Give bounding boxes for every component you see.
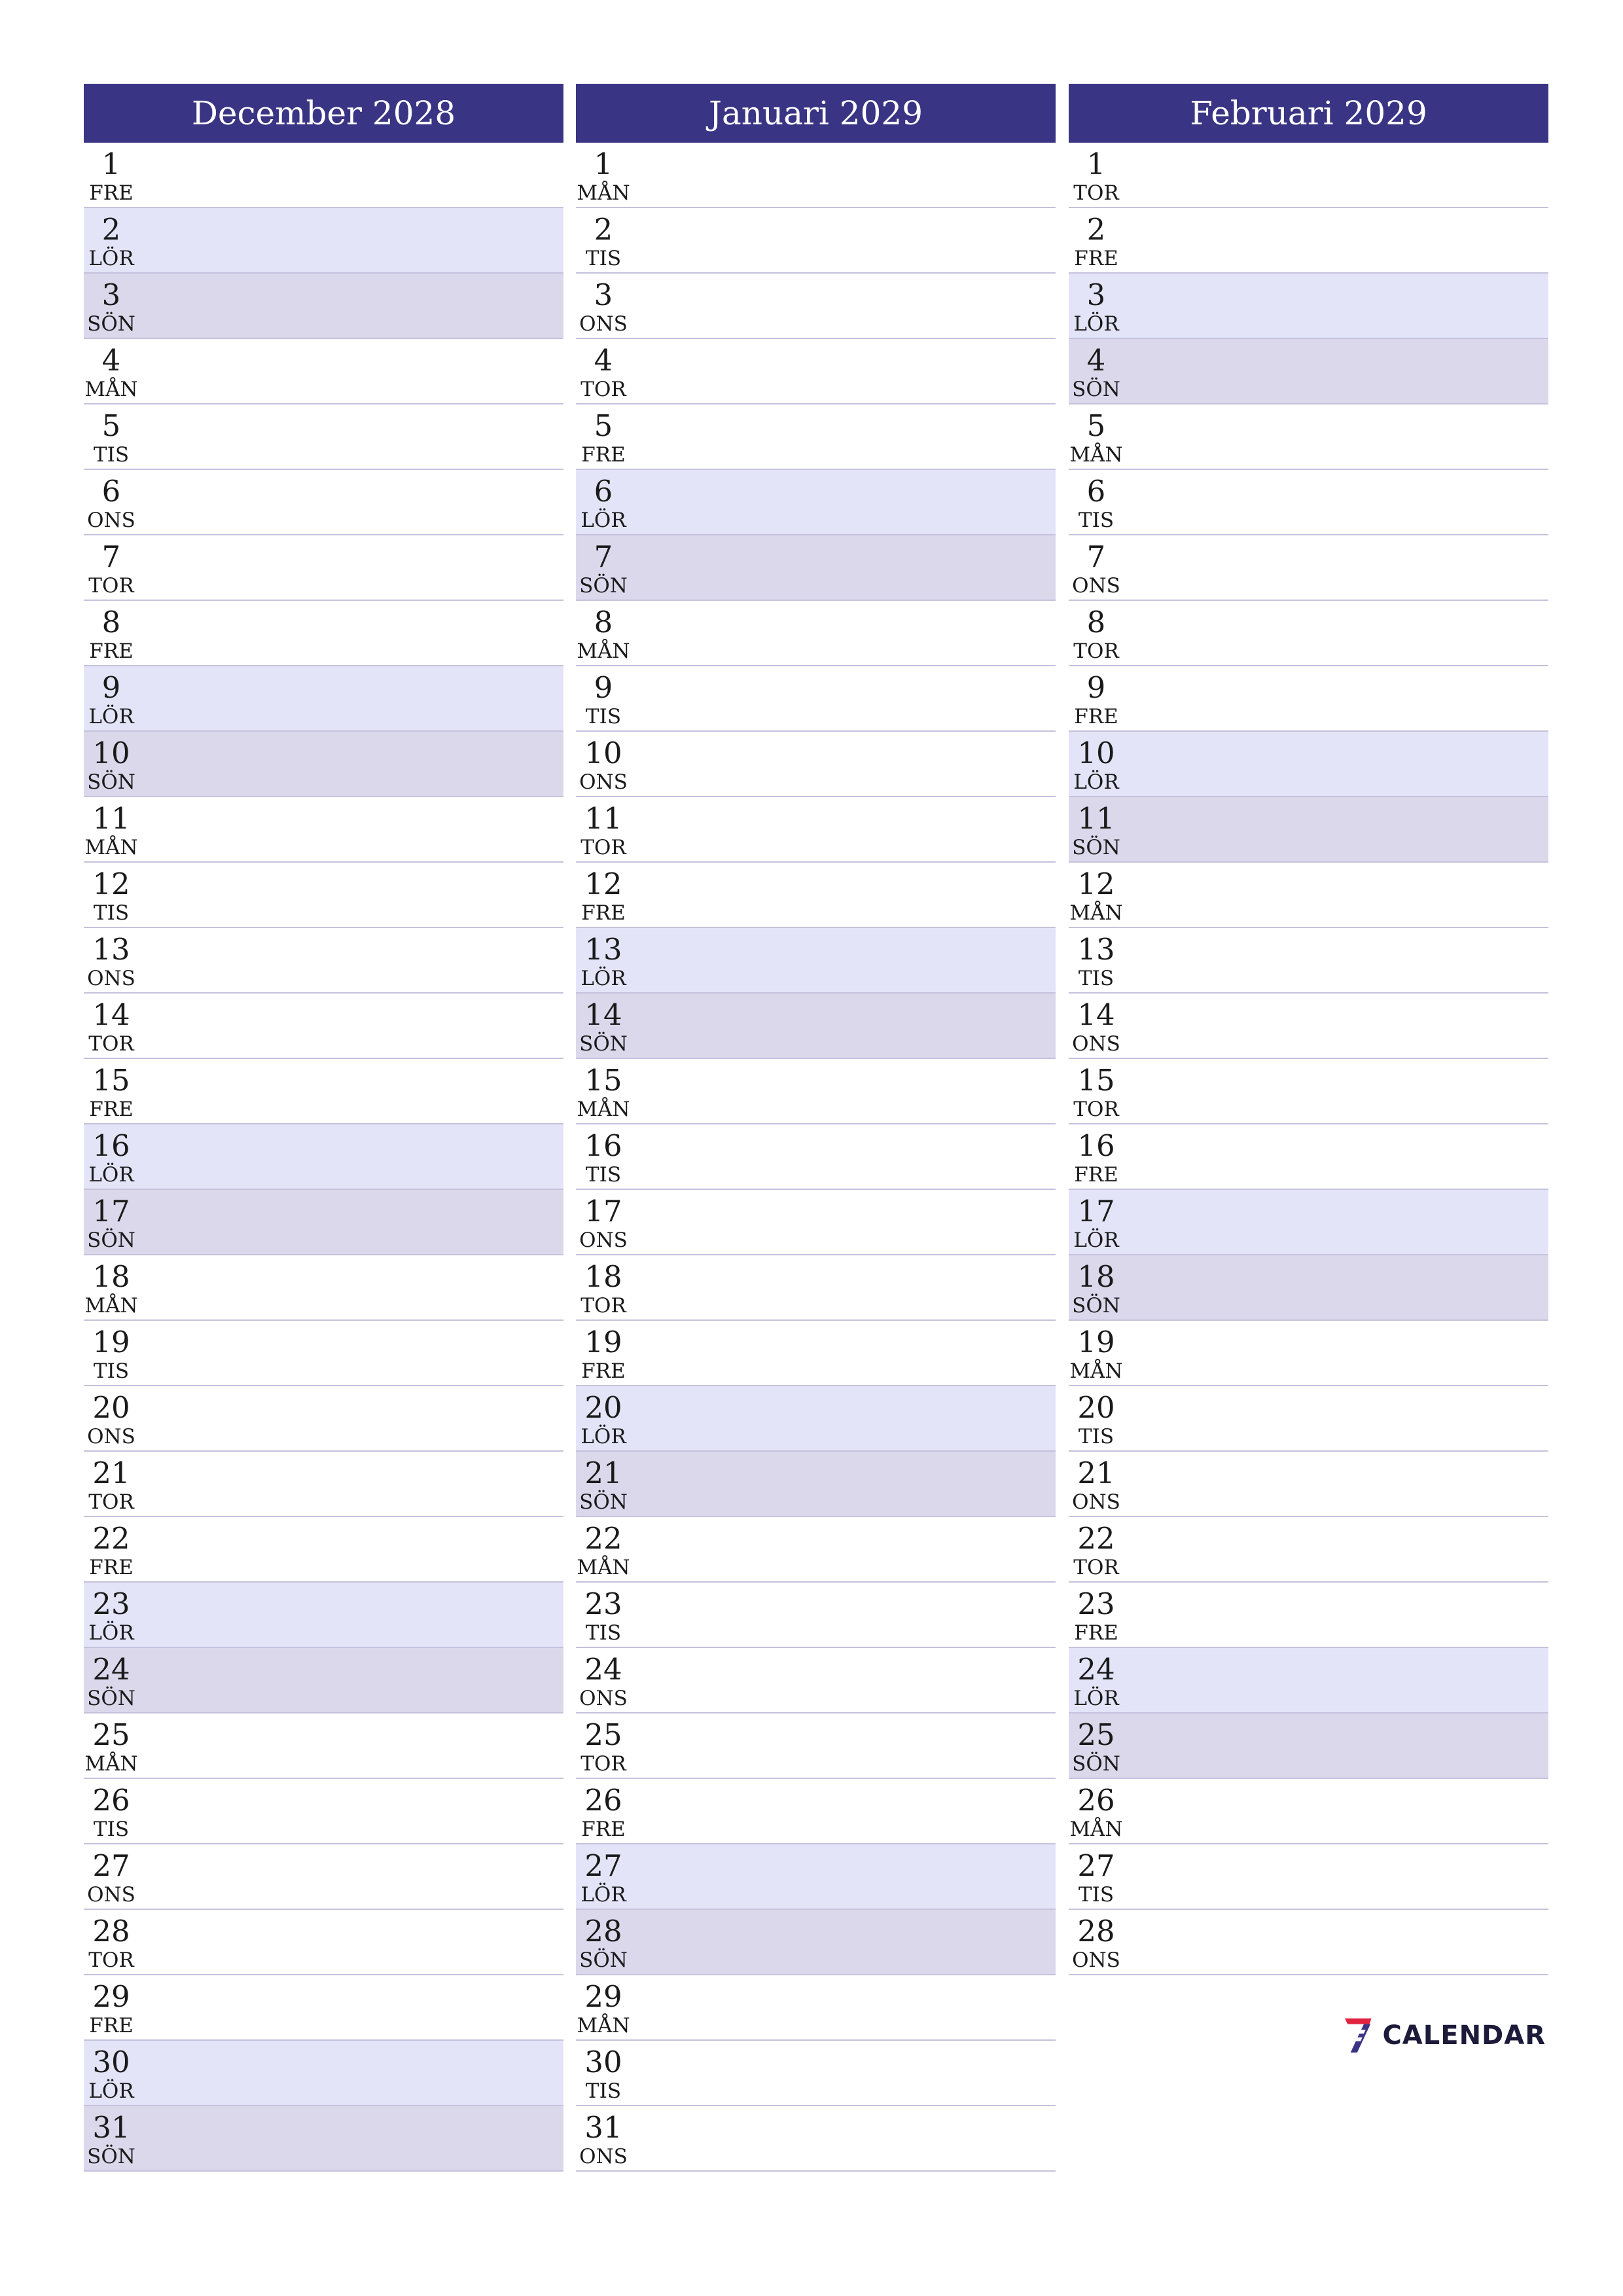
day-row	[1069, 732, 1548, 797]
day-row	[1069, 928, 1548, 994]
day-number: 7	[594, 539, 613, 574]
day-number: 29	[92, 1979, 130, 2014]
weekday-label: TIS	[1078, 1883, 1115, 1907]
day-row	[1069, 1713, 1548, 1779]
day-number: 6	[101, 474, 121, 509]
weekday-label: MÅN	[84, 836, 138, 859]
weekday-label: FRE	[89, 1556, 134, 1579]
day-number: 23	[584, 1587, 622, 1621]
weekday-label: ONS	[1072, 1032, 1120, 1056]
weekday-label: TIS	[93, 1359, 130, 1383]
day-number: 15	[584, 1063, 622, 1098]
weekday-label: LÖR	[580, 1883, 626, 1907]
day-number: 24	[1077, 1652, 1115, 1687]
month-column-december-2028	[84, 84, 563, 2172]
weekday-label: SÖN	[87, 770, 135, 794]
day-number: 23	[92, 1587, 130, 1621]
day-number: 13	[92, 932, 130, 967]
day-row	[84, 1517, 563, 1583]
weekday-label: FRE	[1074, 1163, 1118, 1187]
day-row	[576, 208, 1056, 274]
weekday-label: ONS	[87, 1425, 135, 1448]
weekday-label: SÖN	[1072, 1752, 1120, 1776]
weekday-label: TIS	[93, 443, 130, 467]
day-row	[84, 1648, 563, 1713]
weekday-label: LÖR	[88, 705, 134, 728]
day-row	[84, 863, 563, 928]
day-row	[576, 1059, 1056, 1124]
day-row	[1069, 601, 1548, 666]
day-row	[1069, 1648, 1548, 1713]
day-row	[576, 1975, 1056, 2041]
day-row	[576, 1844, 1056, 1910]
weekday-label: LÖR	[88, 2079, 134, 2103]
day-row	[84, 1583, 563, 1648]
day-row	[576, 470, 1056, 535]
weekday-label: LÖR	[1073, 312, 1119, 336]
day-number: 15	[1077, 1063, 1115, 1098]
weekday-label: TOR	[1073, 1556, 1119, 1579]
weekday-label: MÅN	[1069, 1359, 1123, 1383]
day-number: 20	[92, 1390, 130, 1425]
day-number: 17	[584, 1194, 622, 1229]
weekday-label: TIS	[1078, 1425, 1115, 1448]
weekday-label: SÖN	[579, 1948, 628, 1972]
weekday-label: TIS	[585, 705, 622, 728]
day-number: 21	[584, 1456, 622, 1490]
seven-logo-icon	[1343, 2009, 1373, 2062]
day-number: 1	[101, 147, 121, 181]
day-row	[84, 208, 563, 274]
day-row	[576, 1190, 1056, 1255]
weekday-label: TIS	[585, 1163, 622, 1187]
day-row	[84, 1975, 563, 2041]
day-row	[576, 1255, 1056, 1321]
weekday-label: TIS	[585, 1621, 622, 1645]
day-number: 20	[1077, 1390, 1115, 1425]
day-row	[84, 797, 563, 863]
month-header: Februari 2029	[1069, 84, 1548, 143]
day-list	[1069, 143, 1548, 1975]
weekday-label: ONS	[87, 967, 135, 990]
day-row	[576, 863, 1056, 928]
day-row	[576, 1124, 1056, 1190]
day-row	[1069, 1779, 1548, 1844]
day-number: 17	[1077, 1194, 1115, 1229]
day-number: 1	[1086, 147, 1106, 181]
day-row	[84, 2106, 563, 2172]
month-column-januari-2029	[576, 84, 1056, 2172]
day-row	[84, 601, 563, 666]
day-number: 5	[1086, 408, 1106, 443]
day-number: 9	[101, 670, 121, 705]
day-number: 9	[594, 670, 613, 705]
day-row	[84, 666, 563, 732]
day-number: 15	[92, 1063, 130, 1098]
day-row	[84, 732, 563, 797]
weekday-label: FRE	[89, 1098, 134, 1121]
weekday-label: LÖR	[88, 1163, 134, 1187]
day-number: 5	[101, 408, 121, 443]
day-number: 6	[1086, 474, 1106, 509]
day-number: 18	[584, 1259, 622, 1294]
day-number: 11	[1077, 801, 1115, 836]
day-row	[84, 1321, 563, 1386]
day-row	[84, 1386, 563, 1452]
day-row	[576, 1386, 1056, 1452]
day-number: 1	[594, 147, 613, 181]
day-row	[576, 143, 1056, 208]
day-number: 10	[584, 736, 622, 770]
weekday-label: MÅN	[84, 1752, 138, 1776]
day-row	[84, 994, 563, 1059]
weekday-label: SÖN	[1072, 836, 1120, 859]
day-row	[84, 274, 563, 339]
weekday-label: MÅN	[84, 378, 138, 401]
weekday-label: FRE	[89, 181, 134, 205]
weekday-label: LÖR	[88, 1621, 134, 1645]
day-number: 7	[1086, 539, 1106, 574]
day-number: 4	[101, 343, 121, 378]
weekday-label: SÖN	[579, 574, 628, 598]
day-number: 31	[92, 2110, 130, 2145]
weekday-label: FRE	[581, 901, 626, 925]
day-row	[1069, 1452, 1548, 1517]
day-row	[576, 1779, 1056, 1844]
month-header: Januari 2029	[576, 84, 1056, 143]
day-number: 11	[92, 801, 130, 836]
weekday-label: FRE	[1074, 1621, 1118, 1645]
day-row	[576, 994, 1056, 1059]
weekday-label: MÅN	[577, 639, 630, 663]
day-number: 16	[1077, 1128, 1115, 1163]
day-number: 27	[1077, 1848, 1115, 1883]
weekday-label: FRE	[1074, 247, 1118, 270]
weekday-label: TOR	[580, 836, 626, 859]
day-number: 25	[1077, 1717, 1115, 1752]
day-number: 10	[1077, 736, 1115, 770]
day-row	[1069, 404, 1548, 470]
day-number: 20	[584, 1390, 622, 1425]
day-number: 23	[1077, 1587, 1115, 1621]
day-list	[84, 143, 563, 2172]
weekday-label: MÅN	[1069, 901, 1123, 925]
weekday-label: LÖR	[1073, 1687, 1119, 1710]
day-row	[1069, 339, 1548, 404]
day-number: 22	[584, 1521, 622, 1556]
weekday-label: TIS	[1078, 509, 1115, 532]
day-row	[576, 339, 1056, 404]
weekday-label: ONS	[87, 509, 135, 532]
day-row	[84, 1124, 563, 1190]
day-number: 25	[584, 1717, 622, 1752]
day-number: 27	[92, 1848, 130, 1883]
day-row	[84, 339, 563, 404]
weekday-label: FRE	[89, 2014, 134, 2037]
day-row	[576, 1648, 1056, 1713]
day-number: 3	[594, 278, 613, 312]
day-row	[1069, 1517, 1548, 1583]
weekday-label: LÖR	[580, 1425, 626, 1448]
weekday-label: TIS	[93, 901, 130, 925]
day-row	[576, 1583, 1056, 1648]
weekday-label: LÖR	[88, 247, 134, 270]
day-number: 16	[584, 1128, 622, 1163]
day-number: 2	[101, 212, 121, 247]
day-number: 26	[584, 1783, 622, 1818]
day-number: 27	[584, 1848, 622, 1883]
day-row	[576, 732, 1056, 797]
weekday-label: TOR	[88, 574, 134, 598]
day-number: 16	[92, 1128, 130, 1163]
day-number: 3	[101, 278, 121, 312]
weekday-label: LÖR	[1073, 1229, 1119, 1252]
day-row	[84, 928, 563, 994]
weekday-label: MÅN	[1069, 443, 1123, 467]
day-row	[576, 535, 1056, 601]
weekday-label: ONS	[579, 1687, 628, 1710]
weekday-label: TOR	[88, 1948, 134, 1972]
day-number: 19	[1077, 1325, 1115, 1359]
day-row	[84, 1059, 563, 1124]
day-number: 28	[92, 1914, 130, 1948]
day-number: 19	[584, 1325, 622, 1359]
day-row	[576, 666, 1056, 732]
weekday-label: ONS	[1072, 1490, 1120, 1514]
day-row	[1069, 1844, 1548, 1910]
day-number: 26	[92, 1783, 130, 1818]
weekday-label: ONS	[87, 1883, 135, 1907]
weekday-label: LÖR	[1073, 770, 1119, 794]
day-number: 21	[1077, 1456, 1115, 1490]
weekday-label: TIS	[93, 1818, 130, 1841]
day-row	[1069, 1386, 1548, 1452]
day-row	[1069, 1910, 1548, 1975]
day-row	[84, 2041, 563, 2106]
weekday-label: SÖN	[1072, 1294, 1120, 1318]
day-row	[576, 928, 1056, 994]
day-row	[1069, 1059, 1548, 1124]
day-row	[1069, 863, 1548, 928]
day-row	[576, 1713, 1056, 1779]
day-number: 18	[1077, 1259, 1115, 1294]
brand-logo	[1343, 2009, 1546, 2062]
weekday-label: LÖR	[580, 967, 626, 990]
day-row	[576, 274, 1056, 339]
day-number: 9	[1086, 670, 1106, 705]
day-number: 12	[92, 867, 130, 901]
day-number: 28	[1077, 1914, 1115, 1948]
day-number: 22	[92, 1521, 130, 1556]
weekday-label: TIS	[585, 247, 622, 270]
day-row	[1069, 535, 1548, 601]
day-number: 13	[584, 932, 622, 967]
day-row	[576, 404, 1056, 470]
day-number: 11	[584, 801, 622, 836]
day-number: 8	[101, 605, 121, 639]
weekday-label: SÖN	[579, 1490, 628, 1514]
logo-text: CALENDAR	[1382, 2020, 1546, 2051]
day-row	[84, 1844, 563, 1910]
day-row	[84, 143, 563, 208]
day-row	[576, 1910, 1056, 1975]
weekday-label: FRE	[581, 443, 626, 467]
day-row	[84, 1452, 563, 1517]
day-row	[84, 1190, 563, 1255]
day-number: 28	[584, 1914, 622, 1948]
weekday-label: ONS	[579, 2145, 628, 2168]
weekday-label: SÖN	[87, 1229, 135, 1252]
day-list	[576, 143, 1056, 2172]
weekday-label: ONS	[579, 312, 628, 336]
day-number: 3	[1086, 278, 1106, 312]
day-row	[1069, 1321, 1548, 1386]
day-number: 4	[594, 343, 613, 378]
day-number: 13	[1077, 932, 1115, 967]
weekday-label: ONS	[1072, 574, 1120, 598]
day-row	[84, 1779, 563, 1844]
day-number: 19	[92, 1325, 130, 1359]
weekday-label: TIS	[585, 2079, 622, 2103]
day-row	[1069, 274, 1548, 339]
day-number: 10	[92, 736, 130, 770]
day-number: 12	[1077, 867, 1115, 901]
weekday-label: TOR	[1073, 639, 1119, 663]
weekday-label: TOR	[1073, 181, 1119, 205]
day-row	[576, 1321, 1056, 1386]
day-number: 2	[594, 212, 613, 247]
day-row	[576, 1452, 1056, 1517]
day-number: 30	[92, 2045, 130, 2079]
weekday-label: MÅN	[577, 181, 630, 205]
day-row	[84, 535, 563, 601]
weekday-label: TOR	[580, 1294, 626, 1318]
day-row	[84, 470, 563, 535]
day-row	[1069, 208, 1548, 274]
day-row	[576, 797, 1056, 863]
weekday-label: SÖN	[87, 312, 135, 336]
day-row	[1069, 1124, 1548, 1190]
day-number: 29	[584, 1979, 622, 2014]
day-number: 2	[1086, 212, 1106, 247]
day-number: 30	[584, 2045, 622, 2079]
day-row	[84, 404, 563, 470]
day-number: 14	[1077, 997, 1115, 1032]
weekday-label: TOR	[580, 1752, 626, 1776]
day-number: 12	[584, 867, 622, 901]
day-number: 5	[594, 408, 613, 443]
weekday-label: LÖR	[580, 509, 626, 532]
month-header: December 2028	[84, 84, 563, 143]
day-row	[1069, 797, 1548, 863]
day-number: 31	[584, 2110, 622, 2145]
month-column-februari-2029	[1069, 84, 1548, 1975]
weekday-label: SÖN	[579, 1032, 628, 1056]
day-row	[1069, 470, 1548, 535]
day-number: 18	[92, 1259, 130, 1294]
day-row	[84, 1910, 563, 1975]
day-number: 8	[594, 605, 613, 639]
day-row	[84, 1255, 563, 1321]
weekday-label: SÖN	[87, 2145, 135, 2168]
weekday-label: TIS	[1078, 967, 1115, 990]
day-row	[1069, 143, 1548, 208]
day-number: 25	[92, 1717, 130, 1752]
weekday-label: ONS	[579, 770, 628, 794]
day-number: 21	[92, 1456, 130, 1490]
day-row	[576, 601, 1056, 666]
day-number: 22	[1077, 1521, 1115, 1556]
weekday-label: TOR	[88, 1490, 134, 1514]
weekday-label: FRE	[1074, 705, 1118, 728]
weekday-label: MÅN	[1069, 1818, 1123, 1841]
day-number: 26	[1077, 1783, 1115, 1818]
weekday-label: MÅN	[577, 1556, 630, 1579]
weekday-label: SÖN	[87, 1687, 135, 1710]
weekday-label: MÅN	[577, 1098, 630, 1121]
weekday-label: TOR	[88, 1032, 134, 1056]
weekday-label: FRE	[581, 1359, 626, 1383]
weekday-label: TOR	[1073, 1098, 1119, 1121]
weekday-label: ONS	[1072, 1948, 1120, 1972]
day-row	[1069, 1583, 1548, 1648]
day-number: 17	[92, 1194, 130, 1229]
day-number: 6	[594, 474, 613, 509]
weekday-label: FRE	[581, 1818, 626, 1841]
day-number: 24	[584, 1652, 622, 1687]
weekday-label: MÅN	[577, 2014, 630, 2037]
day-number: 4	[1086, 343, 1106, 378]
day-row	[576, 2106, 1056, 2172]
day-row	[84, 1713, 563, 1779]
day-number: 7	[101, 539, 121, 574]
weekday-label: FRE	[89, 639, 134, 663]
weekday-label: SÖN	[1072, 378, 1120, 401]
day-row	[1069, 1255, 1548, 1321]
weekday-label: MÅN	[84, 1294, 138, 1318]
day-row	[576, 1517, 1056, 1583]
day-number: 24	[92, 1652, 130, 1687]
day-row	[1069, 666, 1548, 732]
day-row	[576, 2041, 1056, 2106]
day-number: 14	[92, 997, 130, 1032]
weekday-label: TOR	[580, 378, 626, 401]
day-number: 14	[584, 997, 622, 1032]
day-number: 8	[1086, 605, 1106, 639]
day-row	[1069, 1190, 1548, 1255]
day-row	[1069, 994, 1548, 1059]
weekday-label: ONS	[579, 1229, 628, 1252]
